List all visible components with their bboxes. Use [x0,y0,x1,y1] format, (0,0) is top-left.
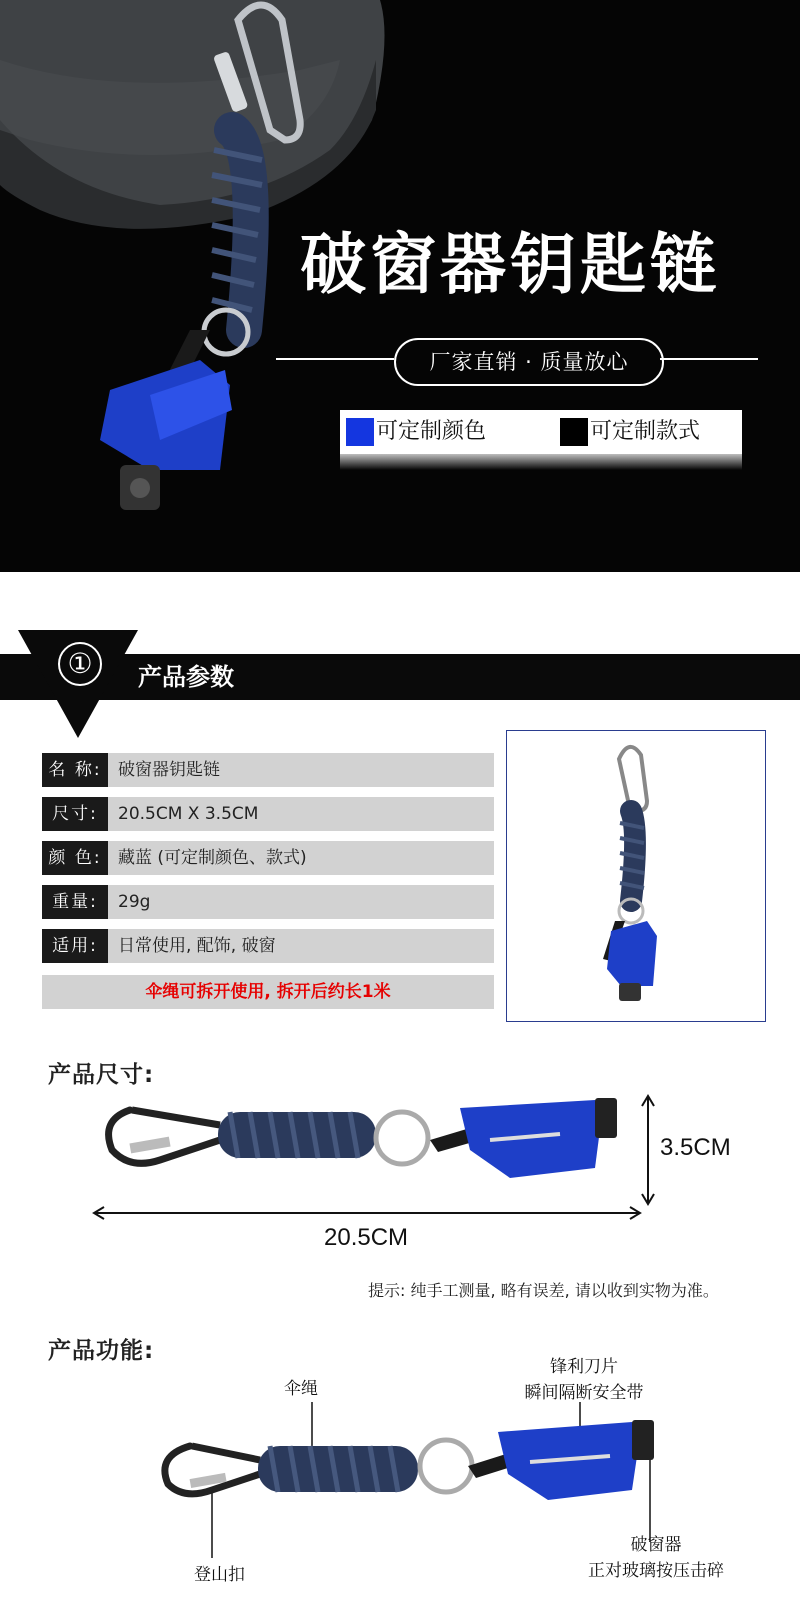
function-heading: 产品功能: [48,1338,155,1364]
hero-title: 破窗器钥匙链 [300,226,720,303]
callout-breaker-line2: 正对玻璃按压击碎 [588,1561,724,1581]
color-swatch-black [560,418,588,446]
hero-divider-right [660,358,758,360]
options-reflection [340,454,742,470]
section-number-badge: ① [58,642,102,686]
hero-banner [0,0,800,572]
size-diagram [90,1090,650,1200]
product-thumbnail [507,731,765,1021]
spec-row-color [42,841,494,875]
spec-key: 颜 色: [42,841,108,875]
hero-slogan: 厂家直销 · 质量放心 [394,338,664,386]
spec-value: 破窗器钥匙链 [118,760,220,780]
callout-breaker-line1: 破窗器 [630,1535,682,1555]
spec-key: 名 称: [42,753,108,787]
spec-key: 重量: [42,885,108,919]
callout-blade-line1: 锋利刀片 [550,1357,618,1377]
callout-breaker [576,1532,736,1584]
spec-row-name [42,753,494,787]
spec-note: 伞绳可拆开使用, 拆开后约长1米 [42,975,494,1009]
length-arrow [92,1206,642,1220]
callout-rope: 伞绳 [284,1379,318,1399]
color-swatch-blue [346,418,374,446]
callout-carabiner: 登山扣 [194,1565,245,1585]
callout-blade-line2: 瞬间隔断安全带 [524,1383,644,1403]
spec-value: 藏蓝 (可定制颜色、款式) [118,848,307,868]
spec-row-size [42,797,494,831]
height-label: 3.5CM [660,1134,731,1161]
spec-value: 29g [118,892,151,912]
spec-value: 日常使用, 配饰, 破窗 [118,936,276,956]
height-arrow [640,1094,656,1206]
callout-blade [514,1354,654,1406]
product-thumbnail-frame [506,730,766,1022]
length-label: 20.5CM [324,1224,409,1251]
spec-key: 尺寸: [42,797,108,831]
measurement-tip: 提示: 纯手工测量, 略有误差, 请以收到实物为准。 [368,1281,719,1300]
spec-key: 适用: [42,929,108,963]
spec-row-usage [42,929,494,963]
customization-options [340,410,742,454]
size-heading: 产品尺寸: [48,1062,155,1088]
spec-value: 20.5CM X 3.5CM [118,804,259,824]
section-title: 产品参数 [138,663,234,691]
hero-divider-left [276,358,394,360]
spec-row-weight [42,885,494,919]
option-label-color: 可定制颜色 [376,419,487,444]
option-label-style: 可定制款式 [590,419,701,444]
